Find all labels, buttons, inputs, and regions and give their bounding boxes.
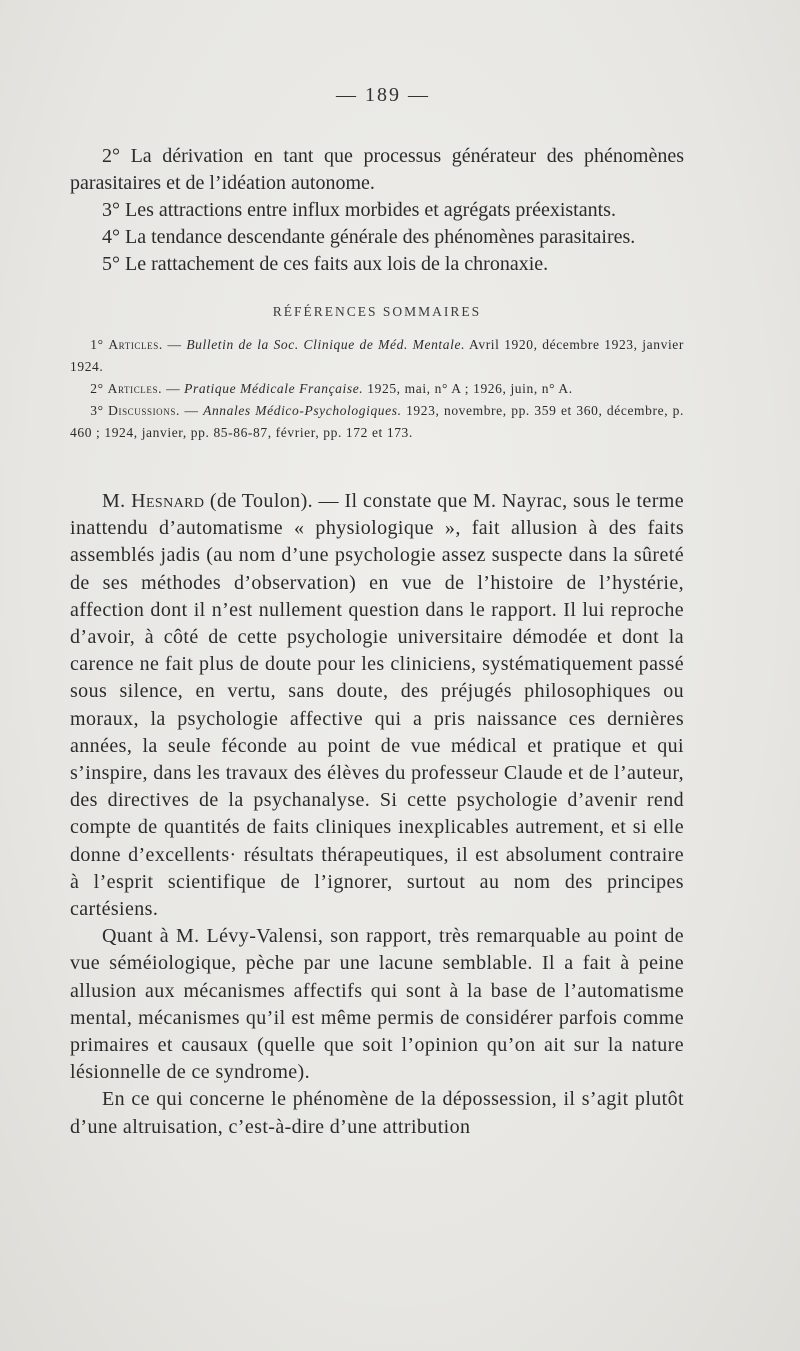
reference-entry — [70, 378, 684, 400]
reference-entry — [70, 334, 684, 378]
speaker-prefix: M. — [102, 490, 132, 512]
page-number: — 189 — — [336, 84, 430, 106]
list-item: 5° Le rattachement de ces faits aux lois de la chronaxie. — [102, 253, 549, 275]
reference-details: 1925, mai, n° A ; 1926, juin, n° A. — [363, 381, 573, 396]
reference-number: 1° — [90, 337, 104, 352]
reference-details: 1923, novembre, pp. 359 et 360, décembre, p. 460 ; 1924, janvier, pp. 85-86-87, février, pp. 172 et 173. — [70, 403, 685, 440]
list-item: 4° La tendance descendante générale des phénomènes parasitaires. — [102, 226, 636, 248]
reference-details: Avril 1920, décembre 1923, janvier 1924. — [70, 337, 684, 374]
references-list — [70, 334, 684, 444]
speaker-text: (de Toulon). — Il constate que M. Nayrac, sous le terme inattendu d’automatisme « physiologique », fait allusion à des faits assemblés jadis (au nom d’une psychologie assez suspecte dans la sûreté de ses méthodes d’observation) en vue de l’histoire de l’hystérie, affection dont il n’est nullement question dans le rapport. Il lui reproche d’avoir, à côté de cette psychologie universitaire démodée et dont la carence ne fait plus de doute pour les cliniciens, systématiquement passé sous silence, en vertu, sans doute, des préjugés philosophiques ou moraux, la psychologie affective qui a pris naissance ces dernières années, la seule féconde au point de vue médical et pratique et qui s’inspire, dans les travaux des élèves du professeur Claude et de l’auteur, des directives de la psychanalyse. Si cette psychologie d’avenir rend compte de quantités de faits cliniques inexplicables autrement, et si elle donne d’excellents· résultats thérapeutiques, il est absolument contraire à l’esprit scientifique de l’ignorer, surtout au nom des principes cartésiens. — [70, 490, 685, 921]
reference-journal: Pratique Médicale Française. — [184, 381, 364, 396]
reference-label: Discussions. — [108, 403, 180, 418]
reference-journal: Bulletin de la Soc. Clinique de Méd. Mentale. — [186, 337, 466, 352]
list-item: 3° Les attractions entre influx morbides et agrégats préexistants. — [102, 199, 616, 221]
reference-separator: — — [162, 337, 187, 352]
body-paragraph: En ce qui concerne le phénomène de la dépossession, il s’agit plutôt d’une altruisation, c’est-à-dire d’une attribution — [70, 1088, 684, 1138]
reference-label: Articles. — [108, 337, 163, 352]
speaker-name: Hesnard — [131, 490, 205, 512]
body-paragraph: Quant à M. Lévy-Valensi, son rapport, très remarquable au point de vue séméiologique, pèche par une lacune semblable. Il a fait à peine allusion aux mécanismes affectifs qui sont à la base de l’automatisme mental, mécanismes qu’il est même permis de considérer parfois comme primaires et causaux (quelle que soit l’opinion qu’on ait sur la nature lésionnelle de ce syndrome). — [70, 925, 684, 1084]
reference-number: 3° — [90, 403, 104, 418]
list-item: 2° La dérivation en tant que processus générateur des phénomènes parasitaires et de l’idéation autonome. — [70, 145, 684, 194]
reference-journal: Annales Médico-Psychologiques. — [203, 403, 402, 418]
reference-number: 2° — [90, 381, 104, 396]
reference-label: Articles. — [107, 381, 163, 396]
numbered-list — [70, 143, 684, 278]
references-heading: RÉFÉRENCES SOMMAIRES — [272, 304, 482, 319]
reference-separator: — — [179, 403, 204, 418]
reference-separator: — — [162, 381, 185, 396]
speaker-paragraph — [70, 488, 684, 923]
reference-entry — [70, 400, 684, 444]
